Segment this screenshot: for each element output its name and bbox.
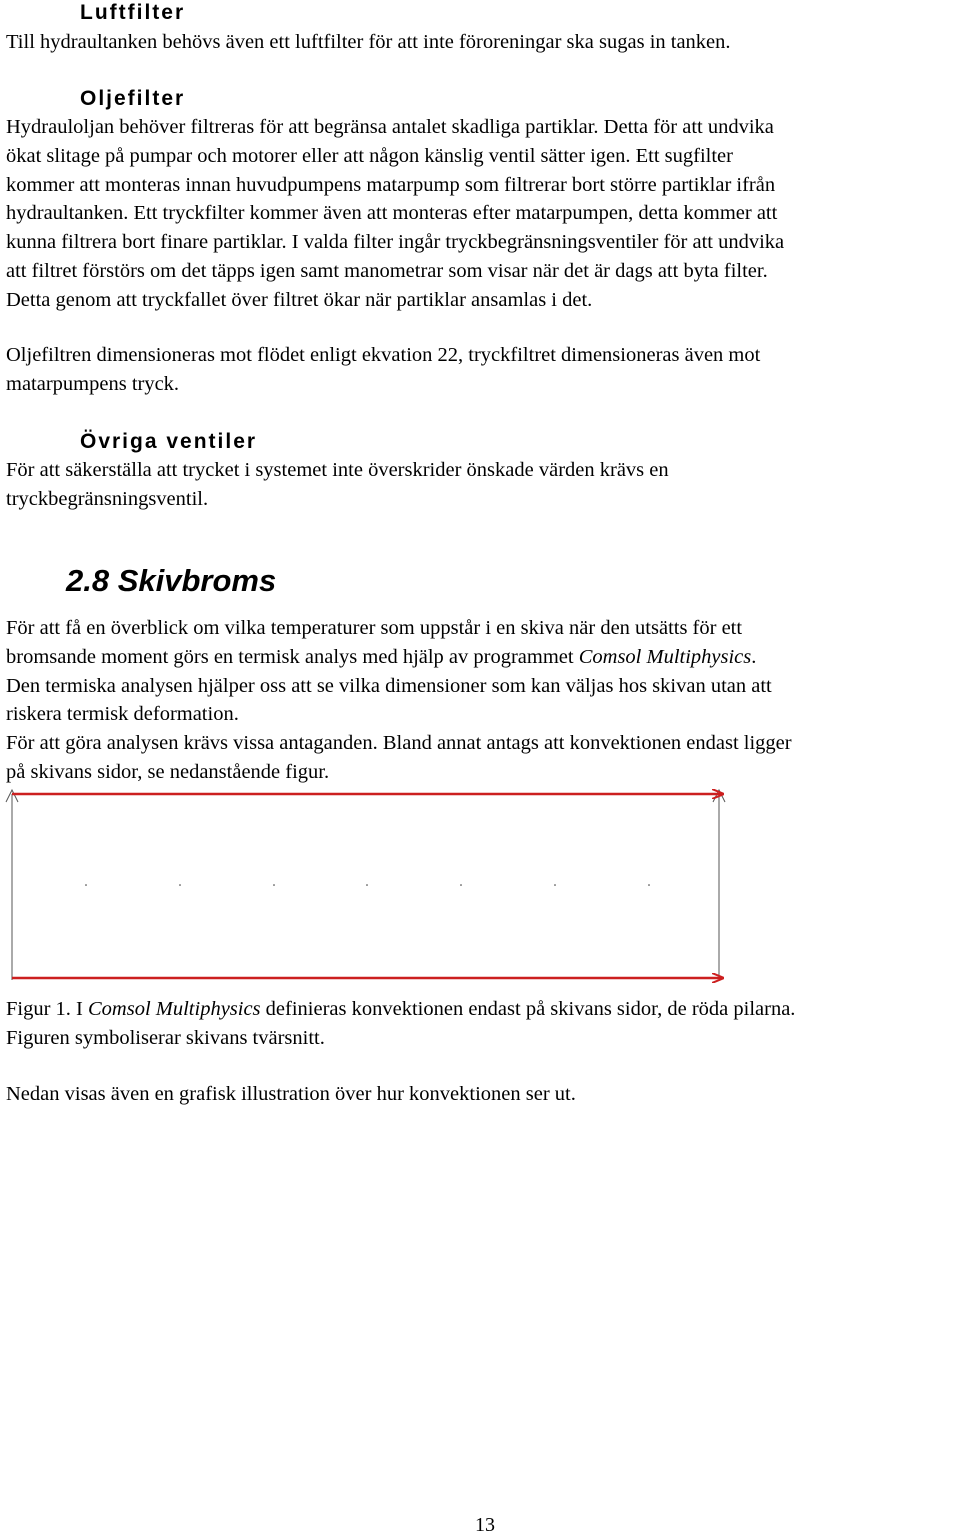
ovriga-ventiler-heading: Övriga ventiler [80, 430, 258, 453]
center-dot [460, 884, 462, 886]
text-line: Detta genom att tryckfallet över filtret ökar när partiklar ansamlas i det. [6, 288, 593, 311]
text-fragment: definieras konvektionen endast på skivans sidor, de röda pilarna. [260, 998, 796, 1020]
text-line: Nedan visas även en grafisk illustration över hur konvektionen ser ut. [6, 1083, 576, 1105]
text-line: Figuren symboliserar skivans tvärsnitt. [6, 1026, 325, 1049]
text-line: För att få en överblick om vilka temperaturer som uppstår i en skiva när den utsätts för ett [6, 617, 743, 639]
luftfilter-paragraph [6, 28, 960, 57]
text-line: tryckbegränsningsventil. [6, 487, 209, 510]
closing-paragraph [6, 1080, 960, 1109]
text-line [6, 995, 960, 1024]
text-line: Till hydraultanken behövs även ett luftfilter för att inte föroreningar ska sugas in tanken. [6, 31, 731, 53]
text-line: riskera termisk deformation. [6, 703, 239, 726]
center-dots [85, 884, 650, 886]
oljefilter-dimension-paragraph [6, 341, 960, 399]
text-fragment: bromsande moment görs en termisk analys med hjälp av programmet [6, 645, 579, 668]
text-fragment: . [751, 645, 757, 668]
text-line: ökat slitage på pumpar och motorer eller att någon känslig ventil sätter igen. Ett sugfilter [6, 144, 733, 167]
text-line: matarpumpens tryck. [6, 372, 180, 395]
text-line: Hydrauloljan behöver filtreras för att begränsa antalet skadliga partiklar. Detta för att undvika [6, 116, 774, 138]
text-line: på skivans sidor, se nedanstående figur. [6, 760, 330, 783]
text-line: kunna filtrera bort finare partiklar. I valda filter ingår tryckbegränsningsventiler för att undvika [6, 231, 785, 254]
center-dot [648, 884, 650, 886]
text-line [6, 643, 960, 672]
text-line: Den termiska analysen hjälper oss att se vilka dimensioner som kan väljas hos skivan utan att [6, 674, 772, 697]
oljefilter-heading: Oljefilter [80, 87, 186, 110]
center-dot [179, 884, 181, 886]
ovriga-ventiler-paragraph [6, 456, 960, 514]
center-dot [554, 884, 556, 886]
text-line: hydraultanken. Ett tryckfilter kommer även att monteras efter matarpumpen, detta kommer att [6, 202, 778, 225]
text-line: att filtret förstörs om det täpps igen samt manometrar som visar när det är dags att byta filter. [6, 259, 768, 282]
text-line: Oljefiltren dimensioneras mot flödet enligt ekvation 22, tryckfiltret dimensioneras även mot [6, 344, 761, 366]
figure-caption [6, 995, 960, 1053]
text-fragment: Figur 1. I [6, 998, 88, 1020]
center-dot [366, 884, 368, 886]
software-name: Comsol Multiphysics [578, 645, 752, 668]
skivbroms-paragraph [6, 614, 960, 787]
center-dot [85, 884, 87, 886]
text-line: För att göra analysen krävs vissa antaganden. Bland annat antags att konvektionen endast ligger [6, 732, 792, 755]
disc-cross-section-figure [0, 780, 740, 990]
section-title-skivbroms: 2.8 Skivbroms [66, 563, 277, 598]
text-line: För att säkerställa att trycket i systemet inte överskrider önskade värden krävs en [6, 459, 669, 481]
page-number: 13 [475, 1514, 495, 1536]
luftfilter-heading: Luftfilter [80, 1, 186, 24]
oljefilter-paragraph [6, 113, 960, 315]
software-name: Comsol Multiphysics [88, 998, 261, 1020]
text-line: kommer att monteras innan huvudpumpens matarpump som filtrerar bort större partiklar ifrån [6, 173, 776, 196]
center-dot [273, 884, 275, 886]
